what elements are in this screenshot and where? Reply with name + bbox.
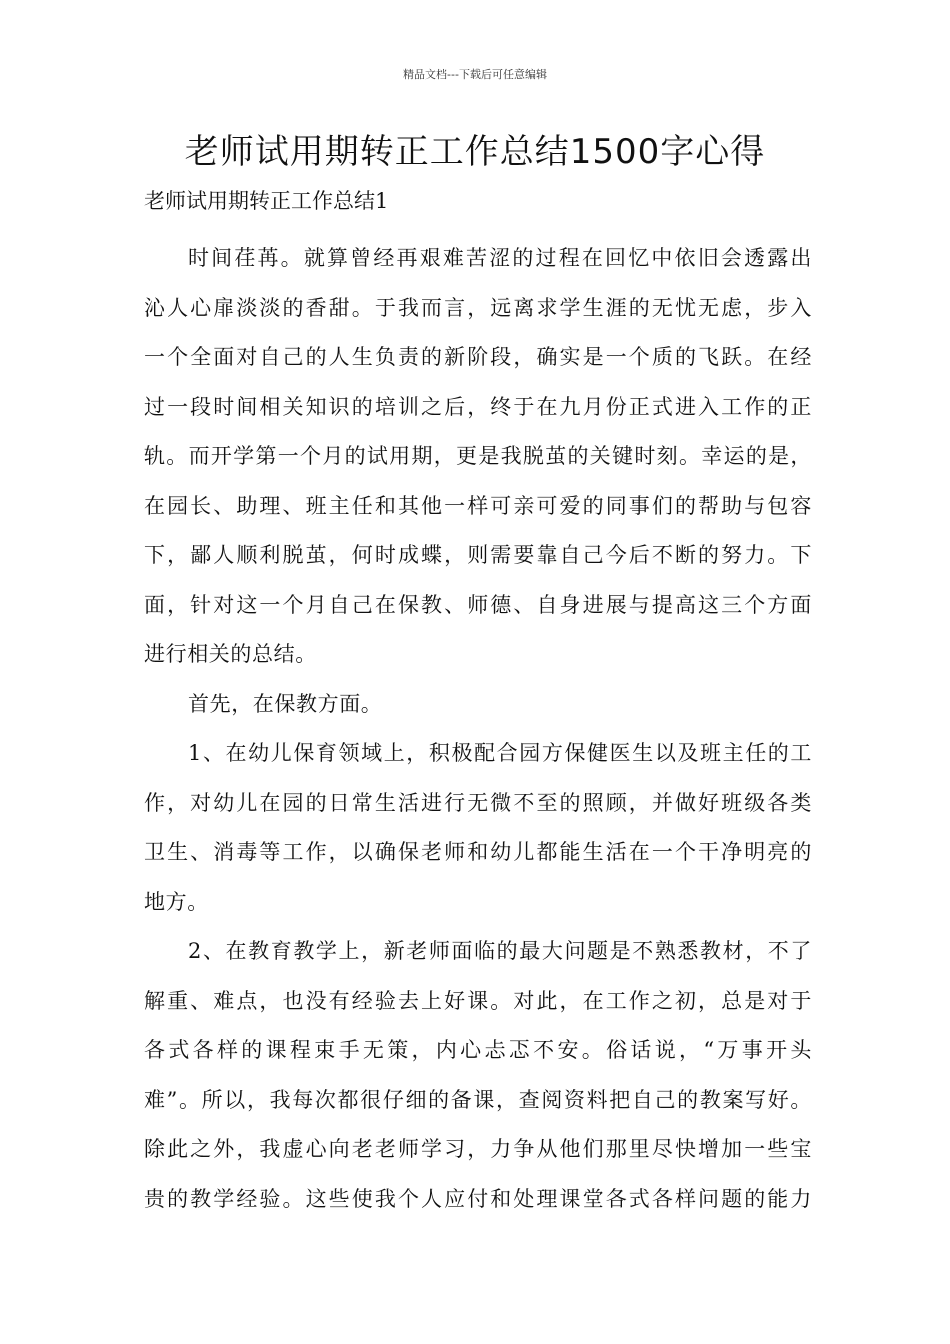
section-subtitle: 老师试用期转正工作总结1 [144, 189, 389, 213]
paragraph [144, 927, 812, 1224]
header-note: 精品文档---下载后可任意编辑 [403, 68, 547, 81]
paragraph-line: 下，鄙人顺利脱茧，何时成蝶，则需要靠自己今后不断的努力。下 [144, 543, 812, 567]
paragraph-line: 各式各样的课程束手无策，内心忐忑不安。俗话说，“万事开头 [144, 1038, 812, 1062]
paragraph-line: 1、在幼儿保育领域上，积极配合园方保健医生以及班主任的工 [188, 741, 812, 765]
paragraph [144, 234, 812, 680]
paragraph-line: 首先，在保教方面。 [188, 691, 383, 716]
paragraph-line: 除此之外，我虚心向老老师学习，力争从他们那里尽快增加一些宝 [144, 1137, 812, 1161]
paragraph-line: 面，针对这一个月自己在保教、师德、自身进展与提高这三个方面 [144, 592, 812, 617]
paragraph-line: 难”。所以，我每次都很仔细的备课，查阅资料把自己的教案写好。 [144, 1087, 812, 1112]
paragraph [144, 680, 812, 730]
paragraph-line: 时间荏苒。就算曾经再艰难苦涩的过程在回忆中依旧会透露出 [188, 246, 812, 270]
paragraph-line: 进行相关的总结。 [144, 642, 317, 666]
paragraph-line: 过一段时间相关知识的培训之后，终于在九月份正式进入工作的正 [144, 394, 812, 419]
paragraph-line: 解重、难点，也没有经验去上好课。对此，在工作之初，总是对于 [144, 988, 812, 1013]
paragraph-line: 作，对幼儿在园的日常生活进行无微不至的照顾，并做好班级各类 [144, 790, 812, 815]
paragraph-line: 2、在教育教学上，新老师面临的最大问题是不熟悉教材，不了 [188, 939, 812, 963]
paragraph-line: 轨。而开学第一个月的试用期，更是我脱茧的关键时刻。幸运的是， [144, 444, 812, 468]
paragraph-line: 贵的教学经验。这些使我个人应付和处理课堂各式各样问题的能力 [144, 1186, 812, 1211]
paragraph-line: 在园长、助理、班主任和其他一样可亲可爱的同事们的帮助与包容 [144, 493, 812, 518]
paragraph-line: 地方。 [144, 889, 209, 914]
paragraph [144, 729, 812, 927]
paragraph-line: 一个全面对自己的人生负责的新阶段，确实是一个质的飞跃。在经 [144, 345, 812, 369]
paragraph-line: 卫生、消毒等工作，以确保老师和幼儿都能生活在一个干净明亮的 [144, 840, 812, 864]
paragraph-line: 沁人心扉淡淡的香甜。于我而言，远离求学生涯的无忧无虑，步入 [144, 295, 812, 320]
document-title: 老师试用期转正工作总结1500字心得 [184, 132, 766, 172]
document-body [144, 184, 812, 1224]
